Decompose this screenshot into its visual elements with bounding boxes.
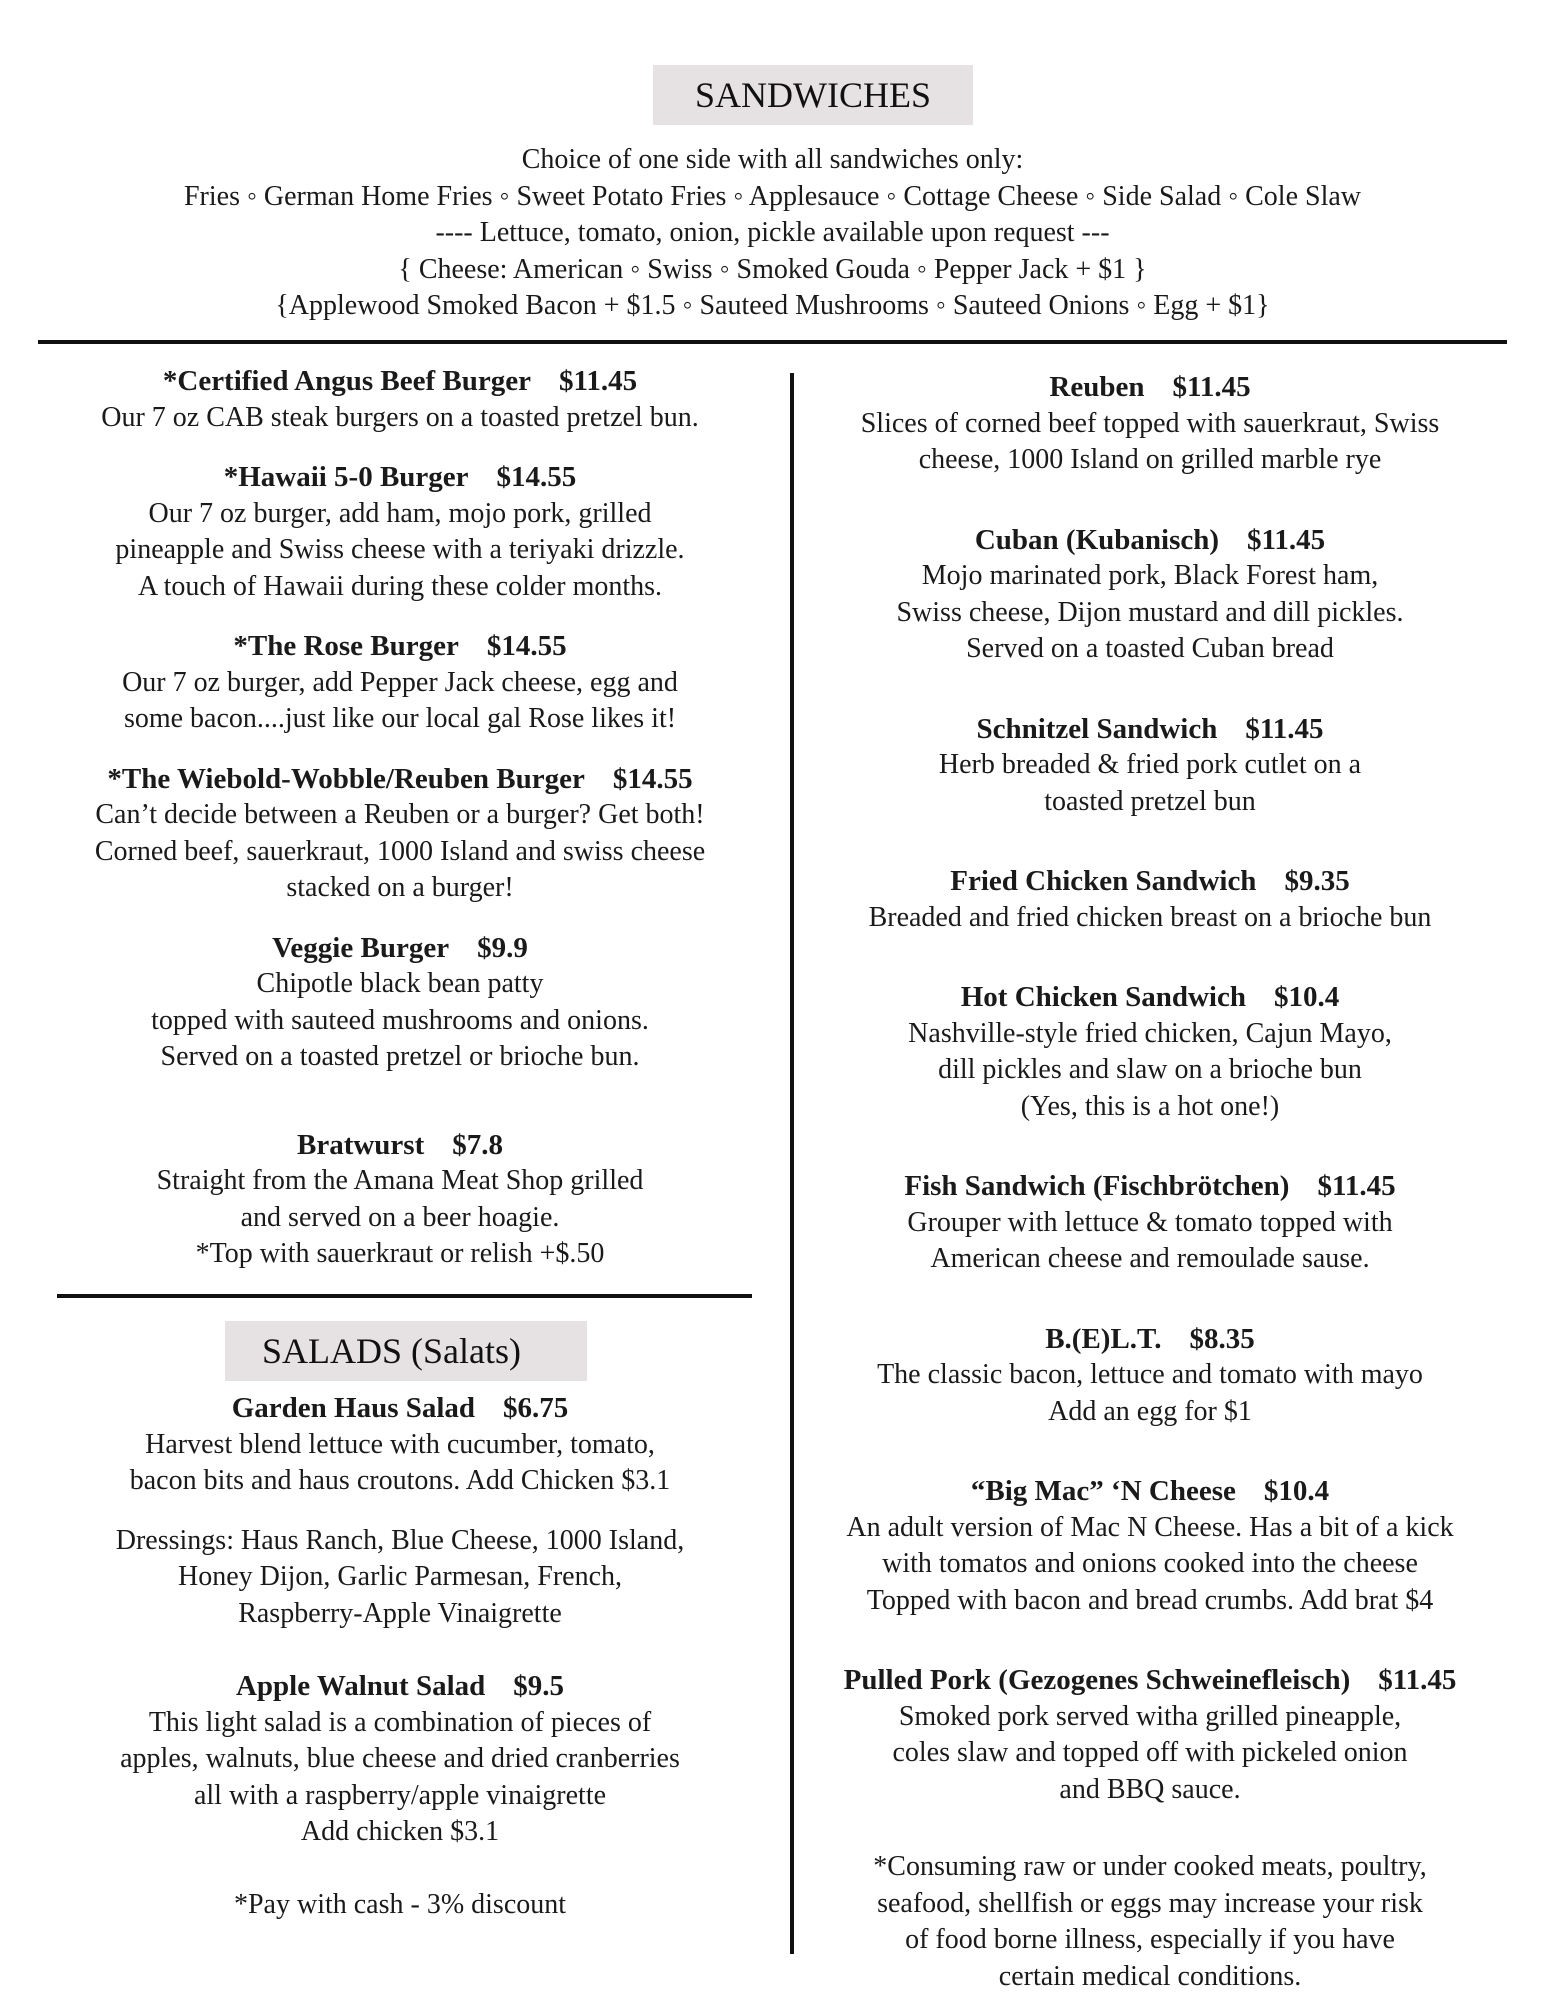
menu-item-name: Veggie Burger xyxy=(272,931,450,964)
menu-item-description: pineapple and Swiss cheese with a teriyaki drizzle. xyxy=(115,534,685,565)
menu-item-price: $9.5 xyxy=(513,1670,565,1702)
menu-item xyxy=(800,1662,1500,1808)
menu-item xyxy=(50,930,750,1076)
menu-item-description: Served on a toasted Cuban bread xyxy=(966,633,1334,664)
dressings xyxy=(50,1523,750,1633)
menu-item-heading xyxy=(50,1668,750,1705)
menu-item-description: dill pickles and slaw on a brioche bun xyxy=(938,1054,1362,1085)
menu-item-description: Served on a toasted pretzel or brioche bun. xyxy=(160,1041,640,1072)
menu-item-price: $11.45 xyxy=(558,365,638,397)
menu-item-price: $14.55 xyxy=(496,461,577,493)
menu-item-price: $14.55 xyxy=(486,630,567,662)
menu-item-heading xyxy=(50,761,750,798)
menu-item-price: $10.4 xyxy=(1273,981,1340,1013)
menu-item-name: Apple Walnut Salad xyxy=(235,1670,486,1702)
menu-item xyxy=(800,522,1500,668)
menu-item-description: Herb breaded & fried pork cutlet on a xyxy=(938,749,1362,780)
dressings-line: Honey Dijon, Garlic Parmesan, French, xyxy=(178,1561,622,1592)
menu-item-description: Grouper with lettuce & tomato topped with xyxy=(907,1206,1393,1238)
menu-item-description: Topped with bacon and bread crumbs. Add brat $4 xyxy=(866,1584,1434,1616)
menu-item xyxy=(800,863,1500,936)
menu-item xyxy=(800,369,1500,479)
menu-item-description: bacon bits and haus croutons. Add Chicken $3.1 xyxy=(129,1465,671,1496)
menu-item-price: $11.45 xyxy=(1172,371,1251,403)
menu-item-heading xyxy=(800,1473,1500,1510)
disclaimer-line: seafood, shellfish or eggs may increase your risk xyxy=(877,1887,1423,1919)
menu-item-description: Nashville-style fried chicken, Cajun Mayo, xyxy=(908,1017,1392,1049)
menu-item-description: Swiss cheese, Dijon mustard and dill pickles. xyxy=(896,596,1404,628)
salads-column xyxy=(50,1390,750,1923)
disclaimer-line: certain medical conditions. xyxy=(998,1960,1302,1992)
menu-item-description: with tomatos and onions cooked into the cheese xyxy=(882,1548,1418,1579)
menu-item-name: *Hawaii 5-0 Burger xyxy=(223,461,469,493)
menu-item-description: American cheese and remoulade sause. xyxy=(930,1243,1370,1274)
menu-item xyxy=(50,1390,750,1500)
intro-sides-line: Fries ◦ German Home Fries ◦ Sweet Potato Fries ◦ Applesauce ◦ Cottage Cheese ◦ Side Salad ◦ Cole Slaw xyxy=(183,180,1362,212)
menu-item-heading xyxy=(50,1390,750,1427)
menu-item-price: $14.55 xyxy=(612,762,693,795)
sandwich-options xyxy=(40,142,1505,325)
menu-item xyxy=(50,459,750,605)
menu-item-name: Cuban (Kubanisch) xyxy=(974,523,1220,556)
menu-item-description: Slices of corned beef topped with sauerkraut, Swiss xyxy=(860,407,1440,439)
menu-item-heading xyxy=(50,363,750,400)
menu-item-heading xyxy=(800,522,1500,559)
menu-item-price: $11.45 xyxy=(1317,1170,1396,1202)
menu-item-name: Hot Chicken Sandwich xyxy=(960,981,1246,1013)
menu-item-description: some bacon....just like our local gal Rose likes it! xyxy=(123,703,677,734)
menu-item-price: $10.4 xyxy=(1263,1475,1330,1507)
menu-item-name: *The Wiebold-Wobble/Reuben Burger xyxy=(107,762,585,795)
menu-item-description: Add an egg for $1 xyxy=(1048,1395,1252,1427)
left-sandwich-column xyxy=(50,363,750,1273)
menu-item-heading xyxy=(800,1321,1500,1358)
menu-item-description: Corned beef, sauerkraut, 1000 Island and swiss cheese xyxy=(94,835,706,867)
intro-line: Choice of one side with all sandwiches only: xyxy=(521,144,1024,175)
menu-item-description: Our 7 oz burger, add ham, mojo pork, grilled xyxy=(148,497,652,529)
menu-item-name: Garden Haus Salad xyxy=(231,1392,476,1424)
menu-item-heading xyxy=(800,1662,1500,1699)
menu-item xyxy=(800,1168,1500,1278)
menu-item-heading xyxy=(800,711,1500,748)
divider-top xyxy=(38,340,1507,344)
menu-item-description: toasted pretzel bun xyxy=(1044,785,1256,817)
menu-item-description: and served on a beer hoagie. xyxy=(240,1201,560,1233)
menu-item-description: topped with sauteed mushrooms and onions. xyxy=(151,1004,649,1036)
pay-cash-note: *Pay with cash - 3% discount xyxy=(233,1888,567,1920)
right-sandwich-column xyxy=(800,369,1500,1995)
dressings-line: Dressings: Haus Ranch, Blue Cheese, 1000 Island, xyxy=(115,1524,685,1556)
menu-item-name: “Big Mac” ‘N Cheese xyxy=(970,1475,1236,1507)
menu-item xyxy=(800,1473,1500,1619)
intro-toppings-line: ---- Lettuce, tomato, onion, pickle available upon request --- xyxy=(435,217,1110,249)
menu-item xyxy=(800,711,1500,821)
menu-item xyxy=(50,628,750,738)
menu-item-heading xyxy=(50,628,750,665)
menu-item-description: Harvest blend lettuce with cucumber, tomato, xyxy=(145,1428,655,1460)
menu-item-name: *The Rose Burger xyxy=(233,630,459,662)
menu-item xyxy=(50,1127,750,1273)
menu-item-price: $8.35 xyxy=(1189,1322,1255,1355)
menu-item-description: *Top with sauerkraut or relish +$.50 xyxy=(195,1238,605,1269)
menu-item-description: stacked on a burger! xyxy=(286,872,514,903)
menu-item-price: $9.9 xyxy=(477,931,528,964)
menu-item-description: Our 7 oz burger, add Pepper Jack cheese, egg and xyxy=(122,666,678,698)
disclaimer-line: of food borne illness, especially if you have xyxy=(905,1924,1395,1955)
menu-item xyxy=(50,761,750,907)
menu-item-name: Fried Chicken Sandwich xyxy=(950,865,1257,897)
intro-cheese-line: { Cheese: American ◦ Swiss ◦ Smoked Gouda ◦ Pepper Jack + $1 } xyxy=(398,253,1147,285)
menu-item-description: coles slaw and topped off with pickeled onion xyxy=(892,1737,1408,1768)
disclaimer xyxy=(800,1849,1500,1995)
menu-item-description: Breaded and fried chicken breast on a brioche bun xyxy=(868,901,1432,933)
menu-item-description: Add chicken $3.1 xyxy=(300,1816,500,1847)
divider-salads xyxy=(57,1294,752,1298)
menu-item-description: Straight from the Amana Meat Shop grilled xyxy=(156,1165,644,1196)
menu-item-description: and BBQ sauce. xyxy=(1059,1773,1241,1805)
menu-item-description: (Yes, this is a hot one!) xyxy=(1020,1090,1280,1122)
menu-item-heading xyxy=(50,930,750,967)
menu-item-description: The classic bacon, lettuce and tomato with mayo xyxy=(877,1359,1423,1390)
menu-item-heading xyxy=(800,369,1500,406)
menu-item-description: An adult version of Mac N Cheese. Has a bit of a kick xyxy=(846,1511,1454,1543)
menu-item-price: $11.45 xyxy=(1245,712,1324,745)
menu-item-name: Reuben xyxy=(1049,371,1145,403)
menu-item-price: $11.45 xyxy=(1247,523,1326,556)
menu-item-heading xyxy=(800,1168,1500,1205)
salads-heading: SALADS (Salats) xyxy=(225,1321,587,1381)
menu-item-description: apples, walnuts, blue cheese and dried cranberries xyxy=(120,1743,680,1774)
intro-addons-line: {Applewood Smoked Bacon + $1.5 ◦ Sauteed Mushrooms ◦ Sauteed Onions ◦ Egg + $1} xyxy=(275,290,1270,322)
menu-item-description: Mojo marinated pork, Black Forest ham, xyxy=(921,560,1379,591)
dressings-line: Raspberry-Apple Vinaigrette xyxy=(238,1597,562,1629)
menu-item-description: A touch of Hawaii during these colder months. xyxy=(137,570,663,602)
menu-item-description: This light salad is a combination of pieces of xyxy=(148,1706,652,1738)
menu-item-name: B.(E)L.T. xyxy=(1045,1322,1162,1355)
sandwiches-heading: SANDWICHES xyxy=(653,65,973,125)
menu-item-price: $6.75 xyxy=(503,1392,569,1424)
menu-item-description: cheese, 1000 Island on grilled marble rye xyxy=(918,444,1382,475)
menu-item xyxy=(800,1321,1500,1431)
menu-item-heading xyxy=(50,1127,750,1164)
disclaimer-line: *Consuming raw or under cooked meats, poultry, xyxy=(873,1851,1427,1882)
menu-item-name: Fish Sandwich (Fischbrötchen) xyxy=(904,1170,1290,1202)
menu-item-heading xyxy=(800,979,1500,1016)
menu-item-price: $11.45 xyxy=(1378,1664,1457,1696)
menu-item-description: Chipotle black bean patty xyxy=(256,968,544,999)
menu-item-description: Our 7 oz CAB steak burgers on a toasted pretzel bun. xyxy=(101,401,699,433)
menu-item-price: $7.8 xyxy=(452,1128,503,1161)
menu-item-name: Bratwurst xyxy=(296,1128,425,1161)
menu-item-heading xyxy=(50,459,750,496)
menu-item-name: *Certified Angus Beef Burger xyxy=(162,365,531,397)
menu-item-price: $9.35 xyxy=(1284,865,1350,897)
menu-item xyxy=(50,1668,750,1851)
menu-item-name: Pulled Pork (Gezogenes Schweinefleisch) xyxy=(843,1664,1351,1696)
menu-item-description: Can’t decide between a Reuben or a burger? Get both! xyxy=(95,799,705,830)
menu-item-description: all with a raspberry/apple vinaigrette xyxy=(193,1779,607,1811)
menu-item xyxy=(50,363,750,436)
menu-item-heading xyxy=(800,863,1500,900)
menu-item-name: Schnitzel Sandwich xyxy=(976,712,1218,745)
menu-item-description: Smoked pork served witha grilled pineapple, xyxy=(898,1700,1402,1732)
divider-vertical xyxy=(790,373,794,1954)
menu-item xyxy=(800,979,1500,1125)
